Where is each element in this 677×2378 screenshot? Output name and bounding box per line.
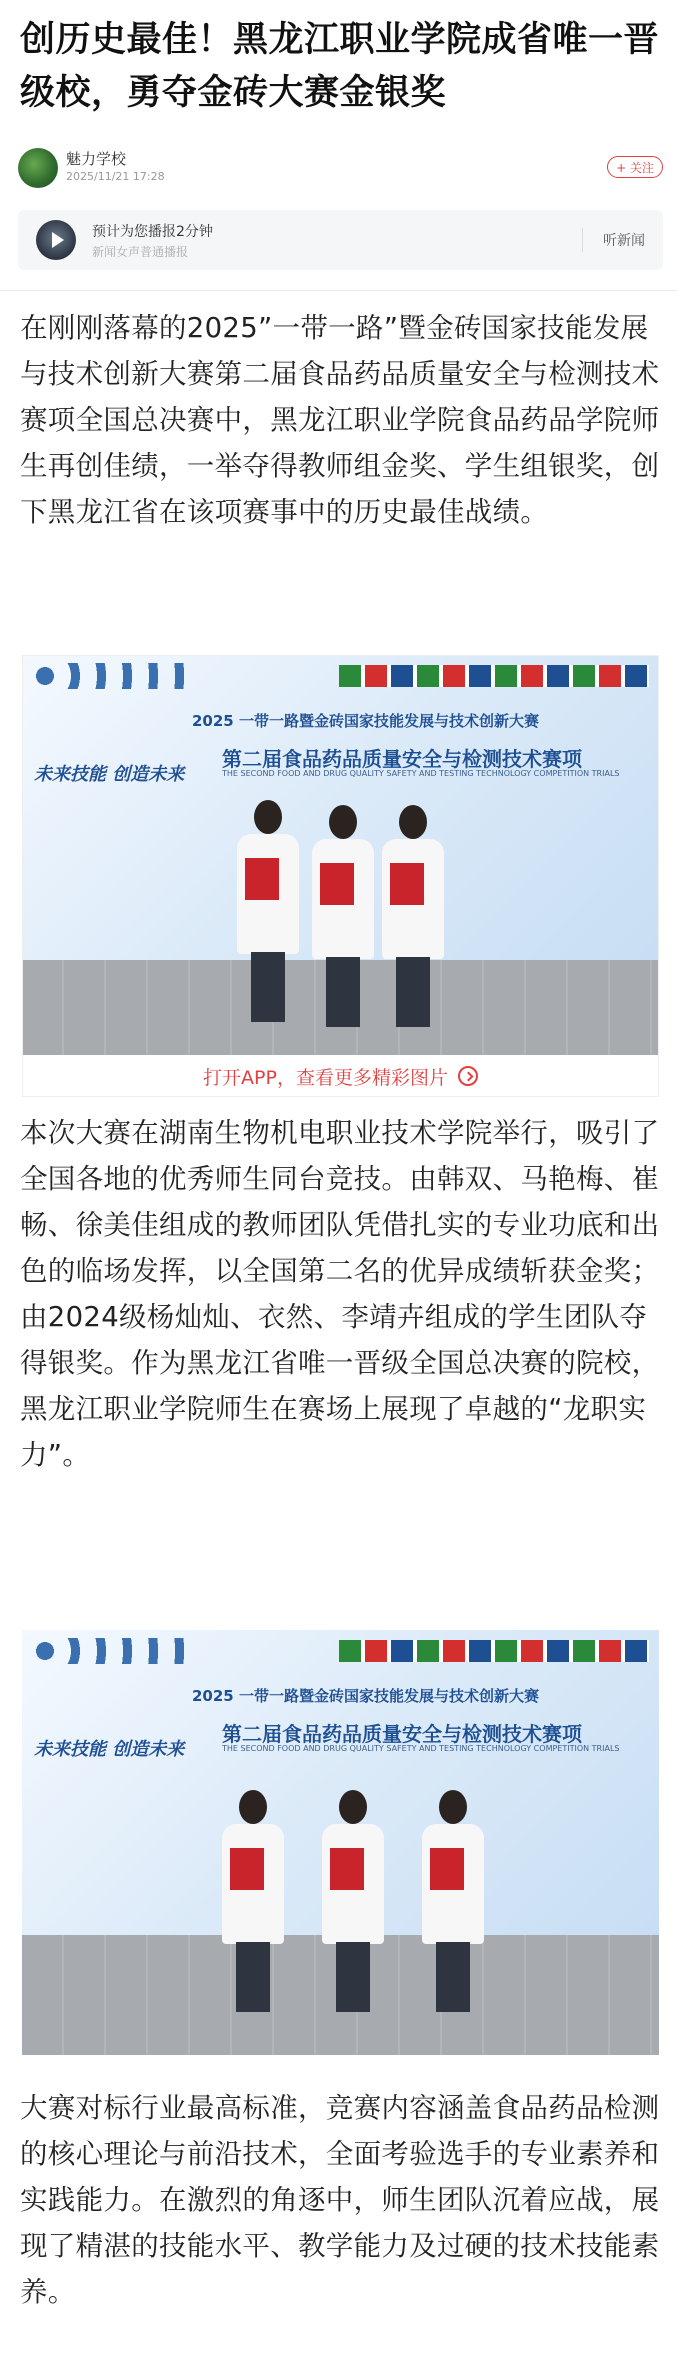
photo-2-image	[22, 1630, 659, 2055]
audio-subtitle: 新闻女声普通播报	[92, 245, 189, 259]
publish-time: 2025/11/21 17:28	[66, 170, 165, 183]
banner-subheadline: 第二届食品药品质量安全与检测技术赛项	[222, 747, 582, 771]
photo-1-border	[22, 655, 659, 1097]
listen-news-button[interactable]: 听新闻	[603, 233, 645, 249]
open-app-label: 打开APP，查看更多精彩图片	[203, 1066, 448, 1089]
audio-player[interactable]	[18, 210, 663, 270]
header-divider	[0, 290, 677, 291]
author-name[interactable]: 魅力学校	[66, 150, 127, 168]
banner-english: THE SECOND FOOD AND DRUG QUALITY SAFETY AND TESTING TECHNOLOGY COMPETITION TRIALS	[222, 769, 620, 778]
paragraph-2: 本次大赛在湖南生物机电职业技术学院举行，吸引了全国各地的优秀师生同台竞技。由韩双、马艳梅、崔畅、徐美佳组成的教师团队凭借扎实的专业功底和出色的临场发挥，以全国第二名的优异成绩斩获金奖；由2024级杨灿灿、衣然、李靖卉组成的学生团队夺得银奖。作为黑龙江省唯一晋级全国总决赛的院校，黑龙江职业学院师生在赛场上展现了卓越的“龙职实力”。	[20, 1117, 660, 1471]
sponsor-logos	[32, 1638, 192, 1664]
banner-english: THE SECOND FOOD AND DRUG QUALITY SAFETY AND TESTING TECHNOLOGY COMPETITION TRIALS	[222, 1744, 620, 1753]
article-photo-2[interactable]	[22, 1630, 659, 2055]
follow-button[interactable]: + 关注	[607, 156, 663, 178]
country-flags	[339, 1640, 649, 1662]
person	[322, 1790, 384, 2020]
play-icon[interactable]	[36, 220, 76, 260]
person	[222, 1790, 284, 2020]
paragraph-1: 在刚刚落幕的2025”一带一路”暨金砖国家技能发展与技术创新大赛第二届食品药品质量安全与检测技术赛项全国总决赛中，黑龙江职业学院食品药品学院师生再创佳绩，一举夺得教师组金奖、学生组银奖，创下黑龙江省在该项赛事中的历史最佳战绩。	[20, 312, 660, 528]
author-avatar[interactable]	[18, 148, 58, 188]
banner-headline: 2025 一带一路暨金砖国家技能发展与技术创新大赛	[192, 1687, 539, 1705]
banner-headline: 2025 一带一路暨金砖国家技能发展与技术创新大赛	[192, 712, 539, 730]
audio-title: 预计为您播报2分钟	[92, 224, 213, 240]
banner-logo: 未来技能 创造未来	[34, 764, 185, 785]
author-row	[18, 146, 663, 190]
article-photo-1[interactable]	[22, 655, 659, 1097]
paragraph-3: 大赛对标行业最高标准，竞赛内容涵盖食品药品检测的核心理论与前沿技术，全面考验选手的专业素养和实践能力。在激烈的角逐中，师生团队沉着应战，展现了精湛的技能水平、教学能力及过硬的技术技能素养。	[20, 2092, 660, 2308]
banner-subheadline: 第二届食品药品质量安全与检测技术赛项	[222, 1722, 582, 1746]
person	[422, 1790, 484, 2020]
audio-divider	[582, 228, 583, 252]
banner-logo: 未来技能 创造未来	[34, 1739, 185, 1760]
article-title: 创历史最佳！黑龙江职业学院成省唯一晋级校，勇夺金砖大赛金银奖	[20, 20, 660, 113]
